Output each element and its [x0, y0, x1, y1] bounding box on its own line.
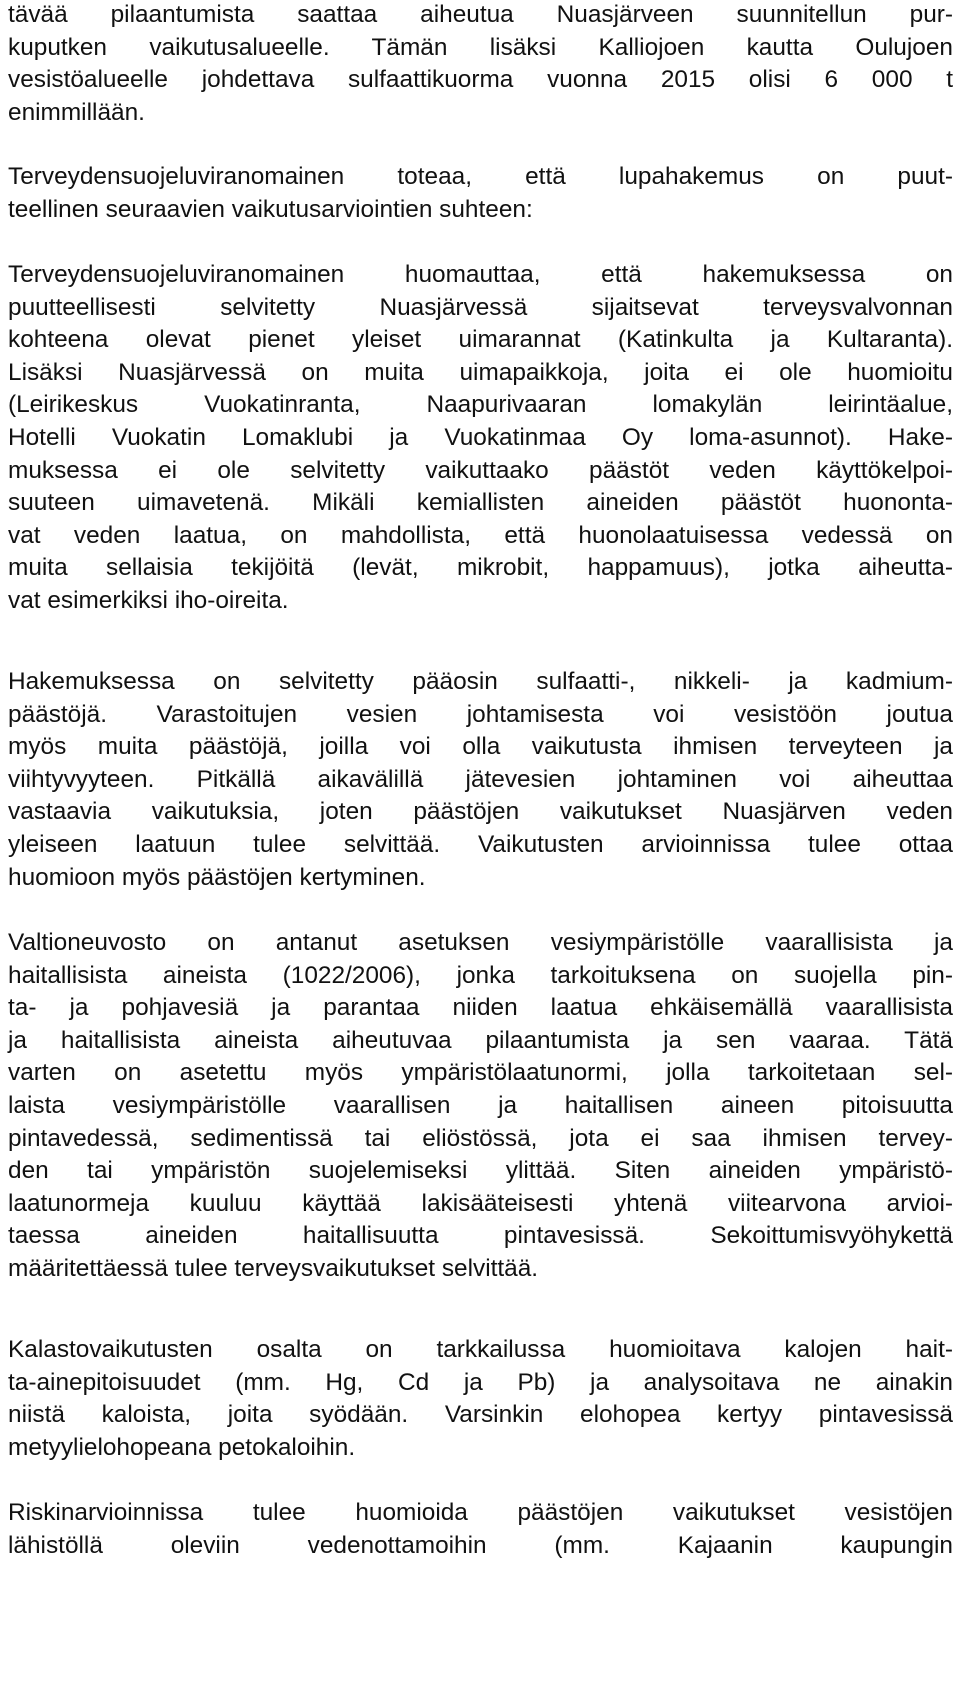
paragraph-fish-monitoring — [8, 1334, 960, 1464]
text-line: kohteena olevat pienet yleiset uimarannat (Katinkulta ja Kultaranta). — [8, 326, 953, 354]
text-line: vat esimerkiksi iho-oireita. — [8, 586, 289, 614]
text-line: Hotelli Vuokatin Lomaklubi ja Vuokatinmaa Oy loma-asunnot). Hake- — [8, 423, 953, 451]
text-line: huomioon myös päästöjen kertyminen. — [8, 863, 426, 891]
text-line: varten on asetettu myös ympäristölaatunormi, jolla tarkoitetaan sel- — [8, 1059, 953, 1087]
text-line: muita sellaisia tekijöitä (levät, mikrobit, happamuus), jotka aiheutta- — [8, 554, 953, 582]
text-line: määritettäessä tulee terveysvaikutukset selvittää. — [8, 1254, 539, 1282]
text-line: vesistöalueelle johdettava sulfaattikuorma vuonna 2015 olisi 6 000 t — [8, 66, 953, 94]
text-line: laista vesiympäristölle vaarallisen ja haitallisen aineen pitoisuutta — [8, 1091, 953, 1119]
text-line: ja haitallisista aineista aiheutuvaa pilaantumista ja sen vaaraa. Tätä — [8, 1026, 953, 1054]
text-line: muksessa ei ole selvitetty vaikuttaako päästöt veden käyttökelpoi- — [8, 456, 953, 484]
paragraph-authority-statement — [8, 161, 960, 226]
text-line: Riskinarvioinnissa tulee huomioida päästöjen vaikutukset vesistöjen — [8, 1499, 953, 1526]
text-line: yleiseen laatuun tulee selvittää. Vaikutusten arvioinnissa tulee ottaa — [8, 830, 953, 858]
text-line: enimmillään. — [8, 98, 145, 126]
paragraph-risk-assessment — [8, 1497, 960, 1562]
text-line: niistä kaloista, joita syödään. Varsinkin elohopea kertyy pintavesissä — [8, 1401, 953, 1429]
text-line: Hakemuksessa on selvitetty pääosin sulfaatti-, nikkeli- ja kadmium- — [8, 668, 953, 695]
text-line: puutteellisesti selvitetty Nuasjärvessä sijaitsevat terveysvalvonnan — [8, 293, 953, 321]
text-line: den tai ympäristön suojelemiseksi ylittää. Siten aineiden ympäristö- — [8, 1157, 953, 1185]
paragraph-beaches — [8, 259, 960, 618]
text-line: teellinen seuraavien vaikutusarviointien suhteen: — [8, 195, 533, 223]
text-line: taessa aineiden haitallisuutta pintavesissä. Sekoittumisvyöhykettä — [8, 1222, 953, 1250]
text-line: metyylielohopeana petokaloihin. — [8, 1433, 356, 1461]
text-line: Kalastovaikutusten osalta on tarkkailussa huomioitava kalojen hait- — [8, 1336, 953, 1363]
text-line: pintavedessä, sedimentissä tai eliöstössä, jota ei saa ihmisen tervey- — [8, 1124, 953, 1152]
text-line: vat veden laatua, on mahdollista, että huonolaatuisessa vedessä on — [8, 521, 953, 549]
paragraph-sulfate-load — [8, 0, 960, 129]
text-line: myös muita päästöjä, joilla voi olla vaikutusta ihmisen terveyteen ja — [8, 733, 953, 761]
text-line: tävää pilaantumista saattaa aiheutua Nuasjärveen suunnitellun pur- — [8, 1, 953, 28]
text-line: Terveydensuojeluviranomainen toteaa, että lupahakemus on puut- — [8, 163, 953, 190]
text-line: päästöjä. Varastoitujen vesien johtamisesta voi vesistöön joutua — [8, 700, 953, 728]
text-line: vastaavia vaikutuksia, joten päästöjen vaikutukset Nuasjärven veden — [8, 798, 953, 826]
text-line: kuputken vaikutusalueelle. Tämän lisäksi Kalliojoen kautta Oulujoen — [8, 33, 953, 61]
text-line: ta- ja pohjavesiä ja parantaa niiden laatua ehkäisemällä vaarallisista — [8, 994, 953, 1022]
text-line: Terveydensuojeluviranomainen huomauttaa, että hakemuksessa on — [8, 261, 953, 288]
text-line: Valtioneuvosto on antanut asetuksen vesiympäristölle vaarallisista ja — [8, 929, 953, 956]
text-line: haitallisista aineista (1022/2006), jonka tarkoituksena on suojella pin- — [8, 961, 953, 989]
text-line: Lisäksi Nuasjärvessä on muita uimapaikkoja, joita ei ole huomioitu — [8, 358, 953, 386]
text-line: lähistöllä oleviin vedenottamoihin (mm. Kajaanin kaupungin — [8, 1531, 953, 1559]
text-line: ta-ainepitoisuudet (mm. Hg, Cd ja Pb) ja analysoitava ne ainakin — [8, 1368, 953, 1396]
paragraph-emissions — [8, 666, 960, 894]
text-line: (Leirikeskus Vuokatinranta, Naapurivaaran lomakylän leirintäalue, — [8, 391, 953, 419]
paragraph-government-decree — [8, 927, 960, 1286]
text-line: suuteen uimavetenä. Mikäli kemiallisten aineiden päästöt huononta- — [8, 489, 953, 517]
text-line: viihtyvyyteen. Pitkällä aikavälillä jätevesien johtaminen voi aiheuttaa — [8, 765, 953, 793]
text-line: laatunormeja kuuluu käyttää lakisääteisesti yhtenä viitearvona arvioi- — [8, 1189, 953, 1217]
